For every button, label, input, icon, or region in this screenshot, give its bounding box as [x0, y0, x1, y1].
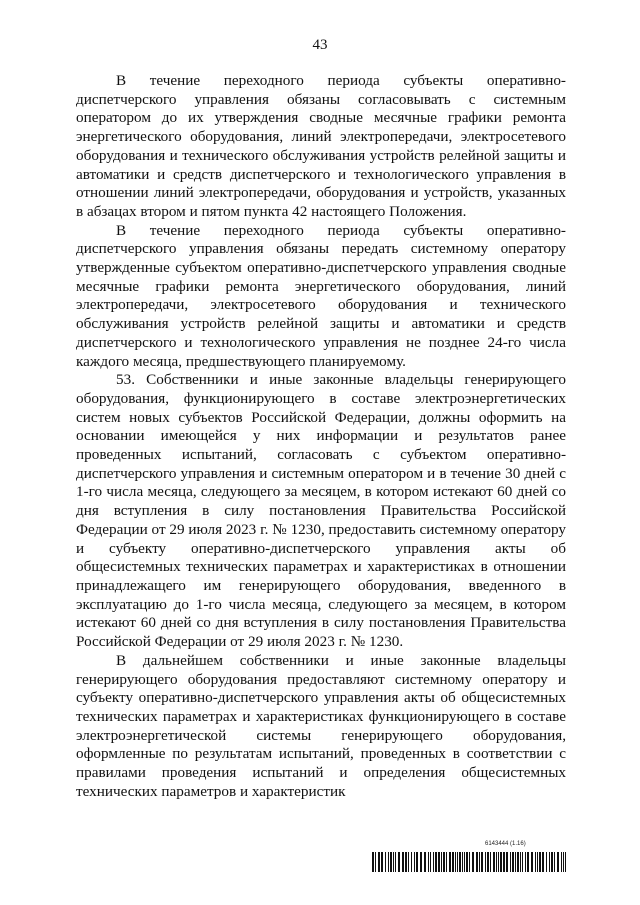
- barcode-bar: [537, 852, 538, 872]
- barcode-bar: [408, 852, 409, 872]
- barcode-bar: [452, 852, 454, 872]
- barcode-bar: [395, 852, 396, 872]
- barcode-bar: [433, 852, 434, 872]
- barcode-bar: [455, 852, 456, 872]
- barcode-bar: [420, 852, 422, 872]
- barcode-bar: [535, 852, 536, 872]
- barcode-bar: [546, 852, 547, 872]
- barcode-bar: [527, 852, 529, 872]
- barcode-bar: [479, 852, 480, 872]
- page-number: 43: [312, 37, 328, 53]
- barcode-bar: [493, 852, 495, 872]
- barcode-bar: [416, 852, 418, 872]
- barcode-bar: [490, 852, 491, 872]
- barcode-bar: [449, 852, 451, 872]
- barcode-bar: [520, 852, 521, 872]
- barcode-bar: [512, 852, 514, 872]
- barcode-bar: [525, 852, 526, 872]
- paragraph: 53. Собственники и иные законные владельцы генерирующего оборудования, функционирующего в составе электроэнергетических систем новых субъектов Российской Федерации, должны оформить на основании имеющейся у них информации и результатов ранее проведенных испытаний, согласовать с субъектом оперативно-диспетчерского управления и системным оператором и в течение 30 дней с 1-го числа месяца, следующего за месяцем, в котором истекают 60 дней со дня вступления в силу постановления Правительства Российской Федерации от 29 июля 2023 г. № 1230, предоставить системному оператору и субъекту оперативно-диспетчерского управления акты об общесистемных технических параметрах и характеристиках в отношении принадлежащего им генерирующего оборудования, введенного в эксплуатацию до 1-го числа месяца, следующего за месяцем, в котором истекают 60 дней со дня вступления в силу постановления Правительства Российской Федерации от 29 июля 2023 г. № 1230.: [76, 371, 566, 651]
- barcode-bar: [459, 852, 461, 872]
- barcode-bar: [388, 852, 389, 872]
- barcode-bar: [485, 852, 486, 872]
- barcode-bar: [405, 852, 407, 872]
- document-body: [76, 72, 566, 801]
- barcode-bar: [542, 852, 544, 872]
- barcode-bar: [381, 852, 383, 872]
- barcode-bar: [561, 852, 562, 872]
- barcode-bar: [378, 852, 380, 872]
- barcode-bar: [414, 852, 415, 872]
- paragraph: В течение переходного периода субъекты оперативно-диспетчерского управления обязаны согласовывать с системным оператором до их утверждения сводные месячные графики ремонта энергетического оборудования, линий электропередачи, электросетевого оборудования и технического обслуживания устройств релейной защиты и автоматики и средств диспетчерского и технологического управления в отношении линий электропередачи, оборудования и устройств, указанных в абзацах втором и пятом пункта 42 настоящего Положения.: [76, 72, 566, 220]
- barcode-bar: [539, 852, 541, 872]
- barcode-bar: [565, 852, 566, 872]
- barcode-bar: [428, 852, 429, 872]
- barcode-bar: [472, 852, 474, 872]
- barcode-bar: [510, 852, 511, 872]
- barcode-bar: [411, 852, 412, 872]
- barcode-bar: [496, 852, 497, 872]
- barcode-bar: [549, 852, 550, 872]
- barcode-bar: [438, 852, 440, 872]
- barcode-bar: [515, 852, 516, 872]
- barcode-bar: [500, 852, 502, 872]
- barcode-bar: [375, 852, 376, 872]
- barcode-bar: [393, 852, 394, 872]
- barcode-bar: [424, 852, 426, 872]
- barcode-bar: [554, 852, 555, 872]
- barcode-bar: [551, 852, 553, 872]
- barcode-bar: [522, 852, 523, 872]
- barcode-bar: [435, 852, 437, 872]
- document-code: 6143444 (1.16): [485, 841, 526, 847]
- paragraph: В дальнейшем собственники и иные законные владельцы генерирующего оборудования предоставляют системному оператору и субъекту оперативно-диспетчерского управления акты об общесистемных технических параметрах и характеристиках функционирующего в составе электроэнергетической системы генерирующего оборудования, оформленные по результатам испытаний, проведенных в соответствии с правилами проведения испытаний и определения общесистемных технических параметров и характеристик: [76, 651, 566, 800]
- barcode-bar: [446, 852, 447, 872]
- barcode-bar: [385, 852, 386, 872]
- barcode-bar: [462, 852, 463, 872]
- paragraph: В течение переходного периода субъекты оперативно-диспетчерского управления обязаны передать системному оператору утвержденные субъектом оперативно-диспетчерского управления сводные месячные графики ремонта энергетического оборудования, линий электропередачи, электросетевого оборудования и технического обслуживания устройств релейной защиты и автоматики и средств диспетчерского и технологического управления не позднее 24-го числа каждого месяца, предшествующего планируемому.: [76, 221, 566, 370]
- barcode-bar: [481, 852, 483, 872]
- barcode-bar: [398, 852, 400, 872]
- barcode-bar: [476, 852, 478, 872]
- barcode-bar: [457, 852, 458, 872]
- barcode-bar: [503, 852, 505, 872]
- barcode-image: [372, 852, 568, 872]
- barcode-bar: [469, 852, 470, 872]
- barcode-bar: [402, 852, 404, 872]
- barcode-bar: [487, 852, 489, 872]
- barcode-bar: [557, 852, 559, 872]
- barcode-bar: [430, 852, 431, 872]
- barcode-bar: [372, 852, 374, 872]
- barcode-bar: [506, 852, 508, 872]
- barcode-bar: [441, 852, 442, 872]
- barcode-bar: [390, 852, 392, 872]
- barcode-bar: [563, 852, 564, 872]
- barcode-bar: [531, 852, 533, 872]
- barcode-bar: [517, 852, 519, 872]
- barcode-bar: [464, 852, 465, 872]
- barcode-bar: [498, 852, 499, 872]
- barcode-bar: [466, 852, 468, 872]
- barcode-bar: [443, 852, 445, 872]
